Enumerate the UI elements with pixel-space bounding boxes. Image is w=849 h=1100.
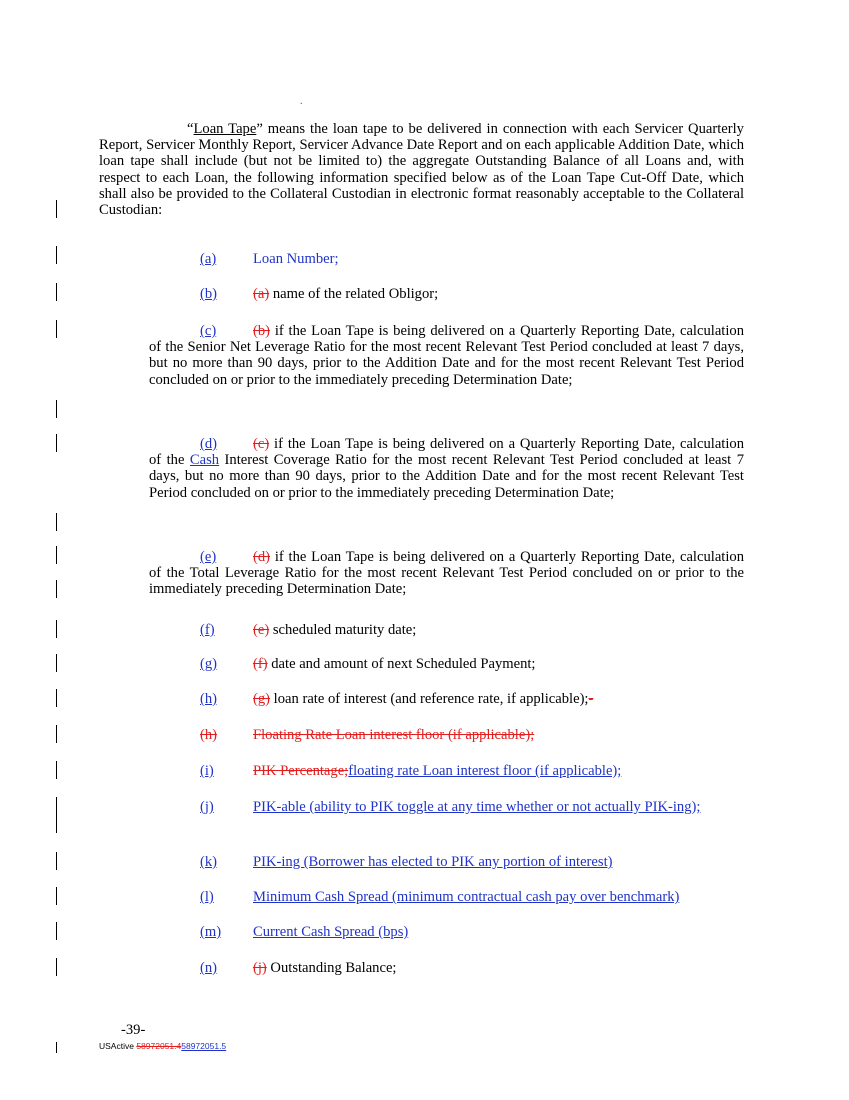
change-bar — [56, 797, 57, 833]
list-item-m — [149, 924, 744, 940]
deleted-label: (g) — [253, 691, 271, 707]
deleted-label: (d) — [253, 549, 271, 565]
list-item-e: (e) (d) if the Loan Tape is being delivered on a Quarterly Reporting Date, calculation of the Total Leverage Ratio for the most recent Relevant Test Period concluded on or prior to the immediately preceding Determination Date; — [149, 549, 744, 598]
item-label: (h) — [200, 691, 218, 707]
list-item-c: (c) (b) if the Loan Tape is being delivered on a Quarterly Reporting Date, calculation of the Senior Net Leverage Ratio for the most recent Relevant Test Period concluded at least 7 days, but no more than 90 days, prior to the Addition Date and for the most recent Relevant Test Period concluded on or prior to the immediately preceding Determination Date; — [149, 323, 744, 388]
inserted-text: floating rate Loan interest floor (if applicable); — [348, 763, 622, 779]
list-item-h-deleted — [149, 727, 744, 743]
item-label: (l) — [200, 889, 214, 905]
list-item-a — [149, 251, 744, 267]
list-item-n: (n) (j) Outstanding Balance; — [200, 960, 397, 976]
deleted-label: (a) — [253, 286, 270, 302]
list-item-b: (b) (a) name of the related Obligor; — [200, 286, 439, 302]
change-bar — [56, 958, 57, 976]
stray-dot: . — [300, 96, 303, 107]
change-bar — [56, 922, 57, 940]
item-label: (k) — [200, 854, 218, 870]
change-bar — [56, 761, 57, 779]
list-item-g: (g) (f) date and amount of next Scheduled Payment; — [200, 656, 536, 672]
list-item-l — [149, 889, 744, 905]
change-bar — [56, 283, 57, 301]
loan-tape-definition: “Loan Tape” means the loan tape to be delivered in connection with each Servicer Quarterly Report, Servicer Monthly Report, Servicer Advance Date Report and on each applicable Addition Date, which loan tape shall include (but not be limited to) the aggregate Outstanding Balance of all Loans and, with respect to each Loan, the following information specified below as of the Loan Tape Cut-Off Date, which shall also be provided to the Collateral Custodian in electronic format reasonably acceptable to the Collateral Custodian: — [99, 121, 744, 219]
change-bar — [56, 620, 57, 638]
change-bar — [56, 200, 57, 218]
inserted-text: Minimum Cash Spread (minimum contractual cash pay over benchmark) — [253, 889, 680, 905]
deleted-doc-id: 58972051.4 — [136, 1041, 182, 1051]
deleted-text: - — [588, 691, 594, 707]
deleted-text: Floating Rate Loan interest floor (if applicable); — [253, 727, 535, 743]
inserted-doc-id: 58972051.5 — [181, 1041, 227, 1051]
change-bar — [56, 320, 57, 338]
change-bar — [56, 434, 57, 452]
change-bar — [56, 246, 57, 264]
inserted-text: Loan Number; — [253, 251, 339, 267]
item-label: (b) — [200, 286, 218, 302]
inserted-text: PIK-able (ability to PIK toggle at any time whether or not actually PIK-ing); — [253, 799, 701, 815]
change-bar — [56, 400, 57, 418]
change-bar — [56, 689, 57, 707]
deleted-label: (h) — [200, 727, 218, 743]
change-bar — [56, 654, 57, 672]
item-label: (g) — [200, 656, 218, 672]
item-label: (a) — [200, 251, 217, 267]
change-bar — [56, 546, 57, 564]
item-label: (m) — [200, 924, 222, 940]
inserted-text: Cash — [189, 452, 220, 469]
page-number: -39- — [121, 1022, 146, 1038]
change-bar — [56, 513, 57, 531]
change-bar — [56, 580, 57, 598]
deleted-label: (j) — [253, 960, 267, 976]
list-item-h: (h) (g) loan rate of interest (and reference rate, if applicable);- — [200, 691, 594, 707]
change-bar — [56, 1042, 57, 1053]
deleted-label: (c) — [253, 436, 270, 452]
inserted-text: Current Cash Spread (bps) — [253, 924, 409, 940]
list-item-i — [149, 763, 744, 779]
change-bar — [56, 725, 57, 743]
document-footer: USActive 58972051.458972051.5 — [99, 1041, 227, 1051]
list-item-d: (d) (c) if the Loan Tape is being delivered on a Quarterly Reporting Date, calculation of the Cash Interest Coverage Ratio for the most recent Relevant Test Period concluded at least 7 days, but no more than 90 days, prior to the Addition Date and for the most recent Relevant Test Period concluded on or prior to the immediately preceding Determination Date; — [149, 436, 744, 501]
deleted-label: (e) — [253, 622, 270, 638]
list-item-j — [149, 799, 744, 817]
item-label: (c) — [200, 323, 217, 339]
change-bar — [56, 852, 57, 870]
change-bar — [56, 887, 57, 905]
deleted-label: (f) — [253, 656, 268, 672]
item-label: (n) — [200, 960, 218, 976]
item-label: (i) — [200, 763, 214, 779]
list-item-k — [149, 854, 744, 870]
item-label: (e) — [200, 549, 217, 565]
deleted-text: PIK Percentage; — [253, 763, 349, 779]
item-label: (f) — [200, 622, 215, 638]
inserted-text: PIK-ing (Borrower has elected to PIK any portion of interest) — [253, 854, 613, 870]
list-item-f: (f) (e) scheduled maturity date; — [200, 622, 417, 638]
deleted-label: (b) — [253, 323, 271, 339]
item-label: (d) — [200, 436, 218, 452]
item-label: (j) — [200, 799, 214, 815]
defined-term: Loan Tape — [193, 121, 257, 137]
